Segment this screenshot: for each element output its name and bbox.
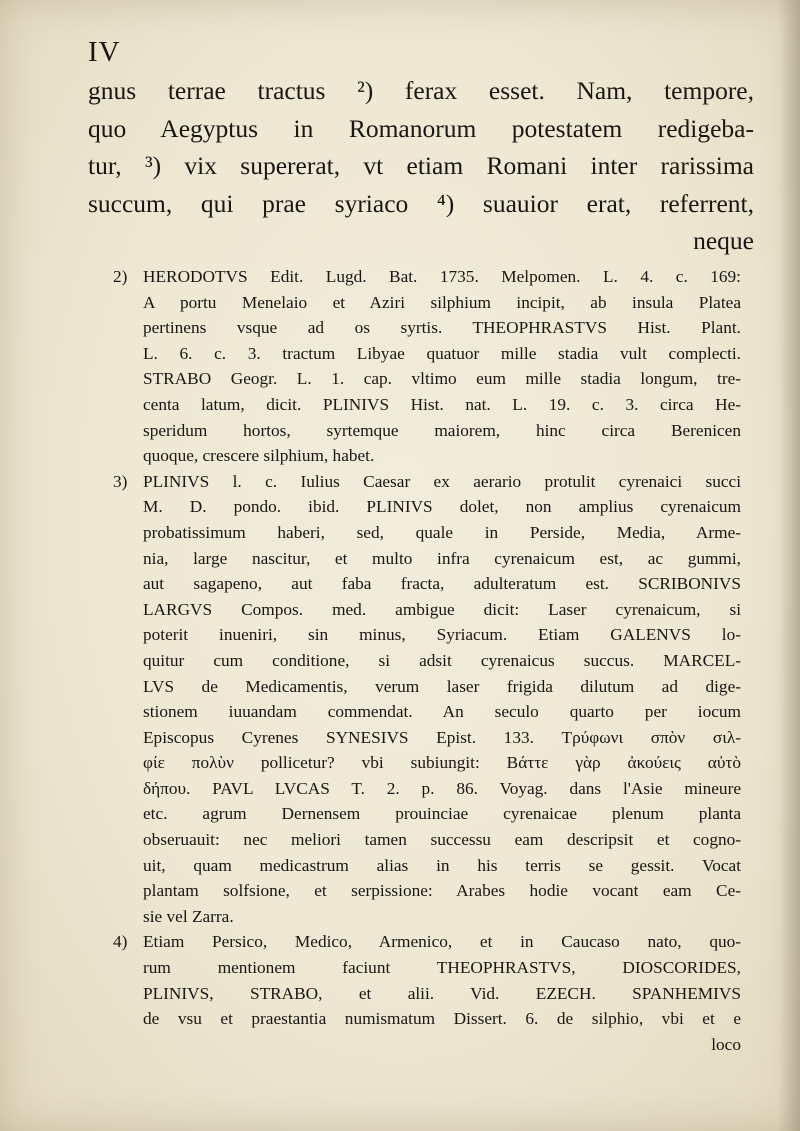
page-number: IV: [88, 36, 121, 68]
page-edge-shadow: [778, 0, 800, 1131]
footnote-line: plantam solfsione, et serpissione: Arabes hodie vocant eam Ce-: [143, 881, 741, 901]
footnote-line: LARGVS Compos. med. ambigue dicit: Laser cyrenaicum, si: [143, 599, 741, 619]
footnote-line: Episcopus Cyrenes SYNESIVS Epist. 133. Τρύφωνι σπὸν σιλ-: [143, 727, 741, 747]
footnote-2: [113, 264, 741, 469]
footnote-line: Etiam Persico, Medico, Armenico, et in Caucaso nato, quo-: [143, 932, 741, 952]
footnote-line: A portu Menelaio et Aziri silphium incipit, ab insula Platea: [143, 292, 741, 312]
catchword: loco: [711, 1034, 741, 1054]
footnote-line: M. D. pondo. ibid. PLINIVS dolet, non amplius cyrenaicum: [143, 497, 741, 517]
footnotes: [113, 264, 741, 1057]
footnote-number: 4): [113, 932, 128, 952]
footnote-line: PLINIVS l. c. Iulius Caesar ex aerario protulit cyrenaici succi: [143, 471, 741, 491]
footnote-line: quoque, crescere silphium, habet.: [143, 446, 375, 466]
footnote-line: etc. agrum Dernensem prouinciae cyrenaicae plenum planta: [143, 804, 741, 824]
footnote-3: [113, 469, 741, 930]
footnote-line: φίε πολὺν pollicetur? vbi subiungit: Βάττε γὰρ ἀκούεις αὐτὸ: [143, 753, 741, 773]
footnote-4: [113, 929, 741, 1057]
footnote-line: poterit inueniri, sin minus, Syriacum. Etiam GALENVS lo-: [143, 625, 741, 645]
main-line: quo Aegyptus in Romanorum potestatem redigeba-: [88, 113, 754, 143]
footnote-line: aut sagapeno, aut faba fracta, adulteratum est. SCRIBONIVS: [143, 574, 741, 594]
footnote-number: 3): [113, 471, 128, 491]
footnote-line: PLINIVS, STRABO, et alii. Vid. EZECH. SPANHEMIVS: [143, 983, 741, 1003]
main-line: tur, ³) vix supererat, vt etiam Romani inter rarissima: [88, 151, 754, 180]
footnote-line: quitur cum conditione, si adsit cyrenaicus succus. MARCEL-: [143, 650, 741, 670]
footnote-line: sie vel Zarra.: [143, 906, 234, 926]
footnote-line: speridum hortos, syrtemque maiorem, hinc circa Berenicen: [143, 420, 741, 440]
footnote-line: HERODOTVS Edit. Lugd. Bat. 1735. Melpomen. L. 4. c. 169:: [143, 267, 741, 286]
main-text: [88, 72, 754, 260]
footnote-line: L. 6. c. 3. tractum Libyae quatuor mille stadia vult complecti.: [143, 343, 741, 363]
footnote-line: de vsu et praestantia numismatum Dissert. 6. de silphio, vbi et e: [143, 1009, 741, 1029]
footnote-line: stionem iuuandam commendat. An seculo quarto per iocum: [143, 702, 741, 722]
footnote-line: LVS de Medicamentis, verum laser frigida dilutum ad dige-: [143, 676, 741, 696]
footnote-line: pertinens vsque ad os syrtis. THEOPHRASTVS Hist. Plant.: [143, 318, 741, 338]
catchword: neque: [693, 226, 754, 255]
footnote-number: 2): [113, 267, 128, 286]
footnote-line: δήπου. PAVL LVCAS T. 2. p. 86. Voyag. dans l'Asie mineure: [143, 778, 741, 798]
footnote-line: centa latum, dicit. PLINIVS Hist. nat. L. 19. c. 3. circa He-: [143, 394, 741, 414]
footnote-line: uit, quam medicastrum alias in his terris se gessit. Vocat: [143, 855, 741, 875]
footnote-line: nia, large nascitur, et multo infra cyrenaicum est, ac gummi,: [143, 548, 741, 568]
main-line: gnus terrae tractus ²) ferax esset. Nam, tempore,: [88, 76, 754, 105]
footnote-line: probatissimum haberi, sed, quale in Perside, Media, Arme-: [143, 522, 741, 542]
main-line: succum, qui prae syriaco ⁴) suauior erat, referrent,: [88, 188, 754, 218]
footnote-line: rum mentionem faciunt THEOPHRASTVS, DIOSCORIDES,: [143, 958, 741, 978]
footnote-line: STRABO Geogr. L. 1. cap. vltimo eum mille stadia longum, tre-: [143, 369, 741, 389]
footnote-line: obseruauit: nec meliori tamen successu eam descripsit et cogno-: [143, 830, 741, 850]
